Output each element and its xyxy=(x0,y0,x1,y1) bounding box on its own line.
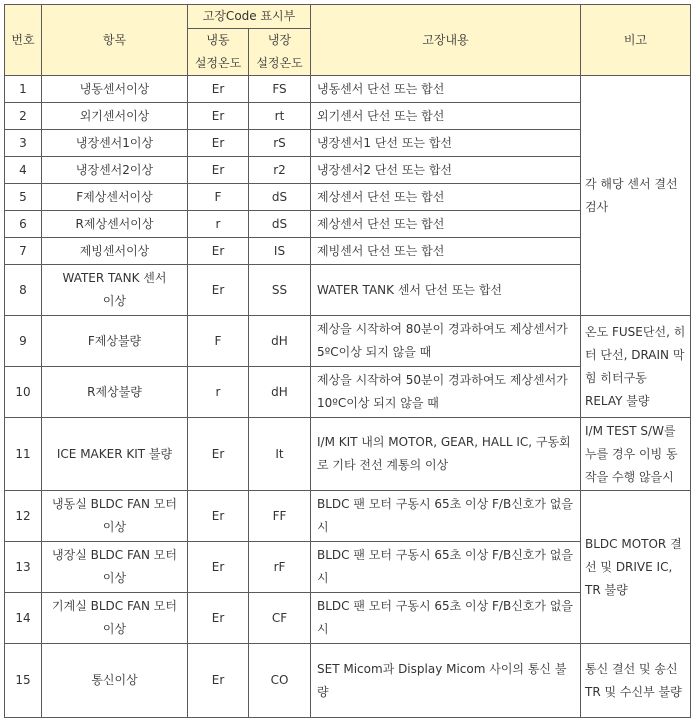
row-fault: I/M KIT 내의 MOTOR, GEAR, HALL IC, 구동회로 기타 전선 계통의 이상 xyxy=(311,418,581,491)
remark-comm: 통신 결선 및 송신 TR 및 수신부 불량 xyxy=(581,644,691,718)
row-fridge-code: CO xyxy=(249,644,311,718)
row-item: 기계실 BLDC FAN 모터 이상 xyxy=(42,593,188,644)
row-item: 통신이상 xyxy=(42,644,188,718)
row-item: F제상불량 xyxy=(42,316,188,367)
remark-fan: BLDC MOTOR 결선 및 DRIVE IC, TR 불량 xyxy=(581,491,691,644)
row-fridge-code: rt xyxy=(249,103,311,130)
row-fault: SET Micom과 Display Micom 사이의 통신 불량 xyxy=(311,644,581,718)
row-number: 12 xyxy=(5,491,42,542)
header-fault: 고장내용 xyxy=(311,5,581,76)
row-item: 냉동센서이상 xyxy=(42,76,188,103)
row-item: 제빙센서이상 xyxy=(42,238,188,265)
row-number: 6 xyxy=(5,211,42,238)
row-item: R제상불량 xyxy=(42,367,188,418)
row-number: 5 xyxy=(5,184,42,211)
row-fridge-code: FF xyxy=(249,491,311,542)
row-item: ICE MAKER KIT 불량 xyxy=(42,418,188,491)
header-item: 항목 xyxy=(42,5,188,76)
row-freezer-code: Er xyxy=(188,157,249,184)
row-item: F제상센서이상 xyxy=(42,184,188,211)
header-freezer-setting: 냉동 설정온도 xyxy=(188,29,249,76)
row-number: 2 xyxy=(5,103,42,130)
row-freezer-code: Er xyxy=(188,542,249,593)
table-row xyxy=(5,316,691,367)
row-freezer-code: Er xyxy=(188,265,249,316)
row-fridge-code: r2 xyxy=(249,157,311,184)
row-fridge-code: rF xyxy=(249,542,311,593)
row-item: 냉장센서2이상 xyxy=(42,157,188,184)
row-fridge-code: dH xyxy=(249,316,311,367)
row-number: 1 xyxy=(5,76,42,103)
row-item: 냉동실 BLDC FAN 모터 이상 xyxy=(42,491,188,542)
remark-defrost: 온도 FUSE단선, 히터 단선, DRAIN 막힘 히터구동 RELAY 불량 xyxy=(581,316,691,418)
row-number: 4 xyxy=(5,157,42,184)
row-item: 외기센서이상 xyxy=(42,103,188,130)
row-number: 13 xyxy=(5,542,42,593)
row-freezer-code: Er xyxy=(188,238,249,265)
table-row xyxy=(5,491,691,542)
row-freezer-code: Er xyxy=(188,76,249,103)
table-body xyxy=(5,76,691,718)
fault-code-table xyxy=(4,4,691,718)
row-fridge-code: SS xyxy=(249,265,311,316)
row-item: WATER TANK 센서 이상 xyxy=(42,265,188,316)
header-fridge-setting: 냉장 설정온도 xyxy=(249,29,311,76)
row-fault: 제빙센서 단선 또는 합선 xyxy=(311,238,581,265)
row-freezer-code: r xyxy=(188,211,249,238)
row-freezer-code: Er xyxy=(188,418,249,491)
table-row xyxy=(5,76,691,103)
row-number: 3 xyxy=(5,130,42,157)
table-row xyxy=(5,644,691,718)
row-fault: BLDC 팬 모터 구동시 65초 이상 F/B신호가 없을 시 xyxy=(311,593,581,644)
row-fridge-code: rS xyxy=(249,130,311,157)
row-freezer-code: F xyxy=(188,184,249,211)
row-number: 9 xyxy=(5,316,42,367)
row-number: 15 xyxy=(5,644,42,718)
row-freezer-code: Er xyxy=(188,491,249,542)
row-number: 7 xyxy=(5,238,42,265)
row-item: R제상센서이상 xyxy=(42,211,188,238)
row-fridge-code: CF xyxy=(249,593,311,644)
row-number: 8 xyxy=(5,265,42,316)
row-freezer-code: Er xyxy=(188,644,249,718)
row-fault: 제상을 시작하여 80분이 경과하여도 제상센서가 5ºC이상 되지 않을 때 xyxy=(311,316,581,367)
header-remark: 비고 xyxy=(581,5,691,76)
header-no: 번호 xyxy=(5,5,42,76)
row-fault: 제상을 시작하여 50분이 경과하여도 제상센서가 10ºC이상 되지 않을 때 xyxy=(311,367,581,418)
row-fault: 제상센서 단선 또는 합선 xyxy=(311,184,581,211)
row-fault: BLDC 팬 모터 구동시 65초 이상 F/B신호가 없을 시 xyxy=(311,491,581,542)
row-fridge-code: dS xyxy=(249,184,311,211)
row-fridge-code: dS xyxy=(249,211,311,238)
row-fault: 제상센서 단선 또는 합선 xyxy=(311,211,581,238)
row-freezer-code: F xyxy=(188,316,249,367)
remark-icemaker: I/M TEST S/W를 누를 경우 이빙 동작을 수행 않을시 xyxy=(581,418,691,491)
row-fault: BLDC 팬 모터 구동시 65초 이상 F/B신호가 없을 시 xyxy=(311,542,581,593)
header-code-group: 고장Code 표시부 xyxy=(188,5,311,29)
row-freezer-code: Er xyxy=(188,130,249,157)
row-freezer-code: r xyxy=(188,367,249,418)
row-fridge-code: dH xyxy=(249,367,311,418)
remark-sensors: 각 해당 센서 결선 검사 xyxy=(581,76,691,316)
row-number: 14 xyxy=(5,593,42,644)
table-row xyxy=(5,418,691,491)
row-fault: WATER TANK 센서 단선 또는 합선 xyxy=(311,265,581,316)
row-freezer-code: Er xyxy=(188,103,249,130)
row-number: 11 xyxy=(5,418,42,491)
row-fault: 외기센서 단선 또는 합선 xyxy=(311,103,581,130)
row-freezer-code: Er xyxy=(188,593,249,644)
row-fault: 냉장센서2 단선 또는 합선 xyxy=(311,157,581,184)
row-fault: 냉동센서 단선 또는 합선 xyxy=(311,76,581,103)
row-item: 냉장실 BLDC FAN 모터 이상 xyxy=(42,542,188,593)
row-fridge-code: IS xyxy=(249,238,311,265)
row-item: 냉장센서1이상 xyxy=(42,130,188,157)
row-fridge-code: It xyxy=(249,418,311,491)
row-fridge-code: FS xyxy=(249,76,311,103)
row-number: 10 xyxy=(5,367,42,418)
row-fault: 냉장센서1 단선 또는 합선 xyxy=(311,130,581,157)
